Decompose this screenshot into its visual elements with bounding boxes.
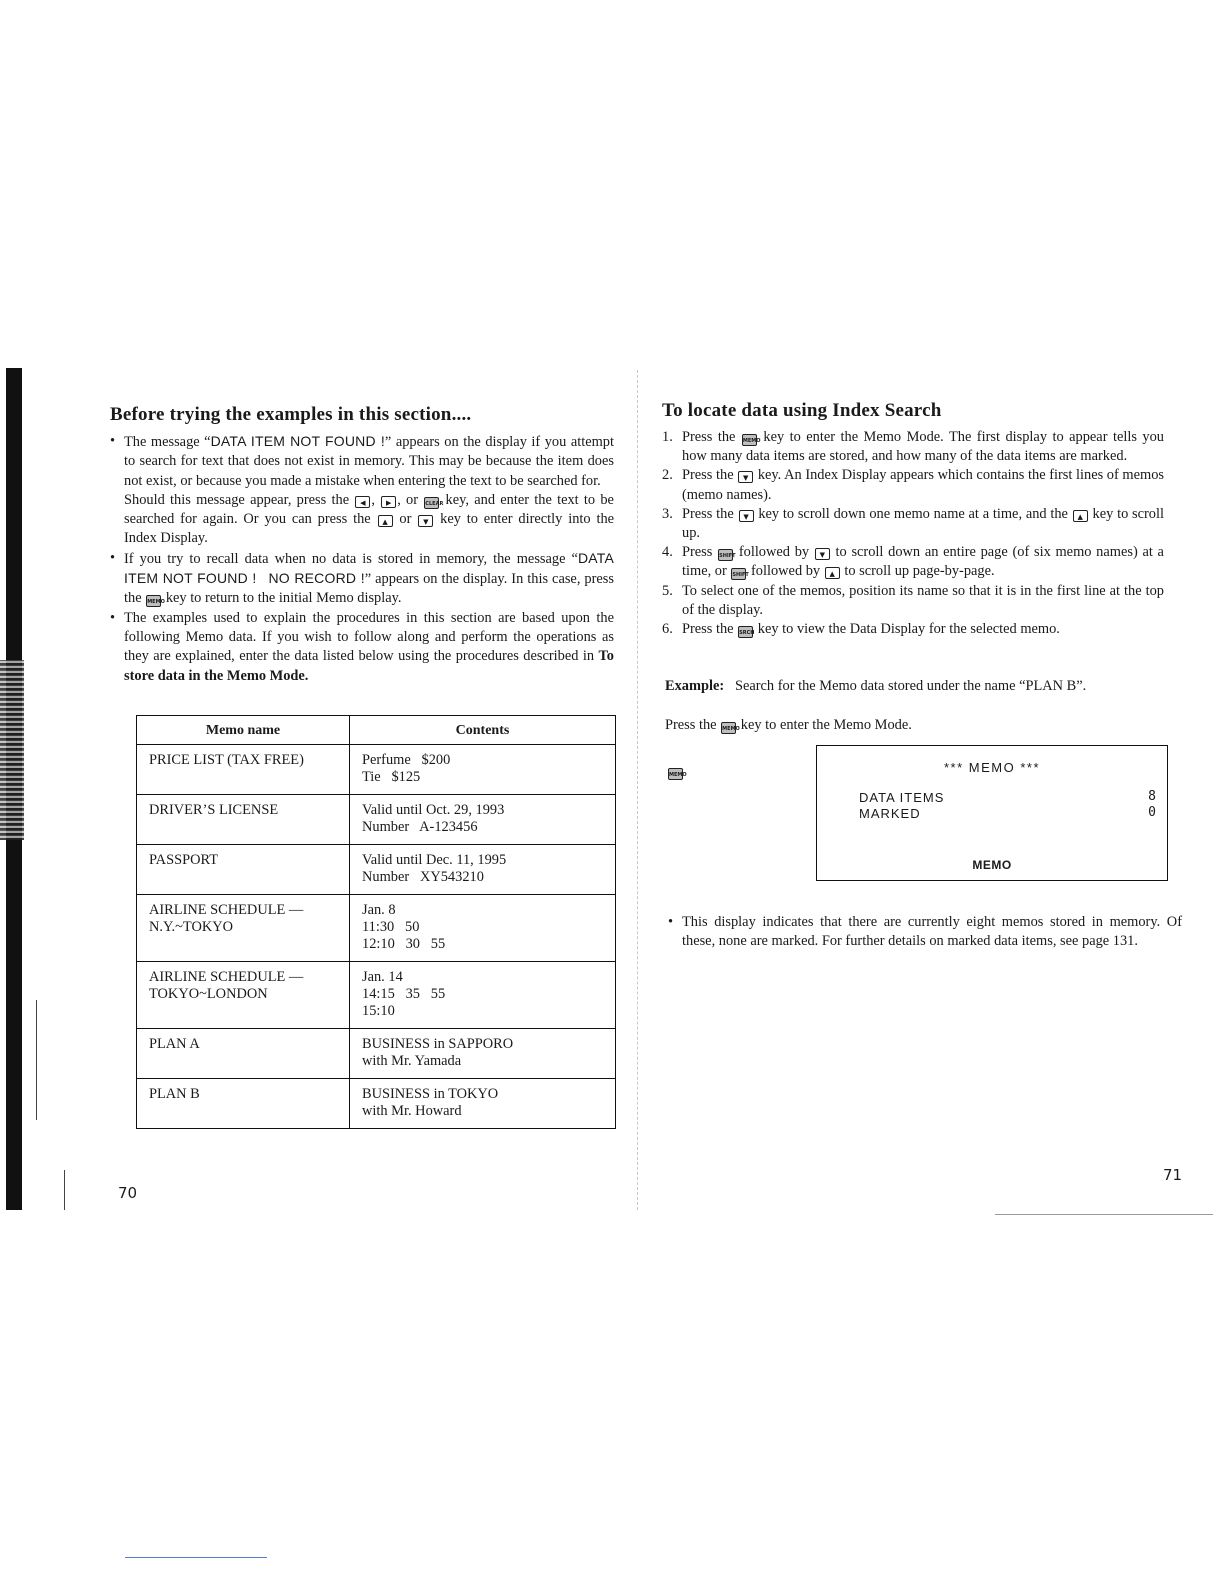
- memo-name-line: PASSPORT: [149, 852, 219, 868]
- contents-line: BUSINESS in TOKYO: [362, 1086, 499, 1102]
- contents-line: 15:10: [362, 1003, 395, 1019]
- bullet-examples: [110, 609, 614, 686]
- step-number: 4.: [662, 544, 673, 561]
- memo-data-table: [136, 715, 616, 1129]
- text: In this case, press the: [124, 571, 614, 607]
- memo-name-line: PLAN A: [149, 1036, 200, 1052]
- contents-cell: [350, 795, 616, 845]
- text: Press the: [665, 717, 717, 733]
- contents-line: Perfume $200: [362, 752, 451, 768]
- text: ” appears on the display if you attempt to search for text that does not exist in memory. This may be because the item does not exist, or because you made a mistake when entering the text to be searched for.: [124, 434, 614, 489]
- text: Press: [682, 544, 713, 561]
- step-number: 6.: [662, 621, 673, 638]
- up-arrow-key-icon: [825, 567, 840, 579]
- contents-line: Jan. 8: [362, 902, 396, 918]
- scan-edge-line: [36, 1000, 37, 1120]
- text: key to enter the Memo Mode. The first display to appear tells you how many data items are stored, and how many of the data items are marked.: [682, 429, 1164, 465]
- display-message: DATA ITEM NOT FOUND !: [210, 433, 385, 449]
- text: Should this message appear, press the: [124, 491, 350, 508]
- table-header-row: [137, 716, 616, 745]
- down-arrow-key-icon: [739, 510, 754, 522]
- contents-cell: [350, 1079, 616, 1129]
- lcd-title: *** MEMO ***: [943, 760, 1041, 775]
- list-item: [662, 466, 1164, 504]
- text: The message “: [124, 434, 211, 450]
- memo-name-cell: [137, 745, 350, 795]
- list-item: [662, 428, 1164, 466]
- memo-name-line: AIRLINE SCHEDULE —: [149, 969, 304, 985]
- contents-line: Number XY543210: [362, 869, 484, 885]
- memo-name-line: PLAN B: [149, 1086, 200, 1102]
- text: key to scroll up.: [682, 505, 1165, 542]
- scan-edge-noise: [0, 660, 24, 840]
- page-number-right: 71: [1163, 1166, 1183, 1184]
- text: Press the: [682, 429, 736, 445]
- table-row: [137, 795, 616, 845]
- contents-line: Number A-123456: [362, 819, 478, 835]
- text: key to enter the Memo Mode.: [740, 717, 912, 733]
- contents-line: with Mr. Yamada: [362, 1053, 462, 1069]
- memo-name-cell: [137, 845, 350, 895]
- text: key. An Index Display appears which contains the first lines of memos (memo names).: [682, 467, 1164, 503]
- column-header: Memo name: [137, 716, 350, 745]
- section-reference: To store data in the Memo Mode.: [124, 648, 614, 684]
- text: key to view the Data Display for the selected memo.: [757, 621, 1060, 638]
- lcd-data-items-label: DATA ITEMS: [859, 790, 945, 805]
- text: Press the: [682, 467, 734, 484]
- text: If you try to recall data when no data is stored in memory, the message “: [124, 550, 578, 567]
- text: key to return to the initial Memo display.: [165, 590, 402, 607]
- contents-cell: [350, 895, 616, 962]
- step-number: 5.: [662, 582, 673, 599]
- page-number-left: 70: [118, 1184, 138, 1202]
- lcd-marked-value: 0: [1148, 805, 1157, 820]
- step-number: 1.: [662, 429, 673, 445]
- lcd-marked-label: MARKED: [859, 806, 921, 821]
- contents-line: with Mr. Howard: [362, 1103, 462, 1119]
- text: ” appears on the display.: [364, 571, 508, 588]
- lcd-display: [816, 745, 1168, 881]
- contents-line: Valid until Oct. 29, 1993: [362, 802, 505, 818]
- memo-name-line: TOKYO~LONDON: [149, 986, 268, 1002]
- text: followed by: [738, 544, 810, 561]
- memo-key-icon: MEMO: [721, 722, 736, 734]
- memo-name-cell: [137, 962, 350, 1029]
- down-arrow-key-icon: [418, 515, 433, 527]
- down-arrow-key-icon: [738, 471, 753, 483]
- text: ,: [371, 491, 375, 508]
- text: The examples used to explain the procedures in this section are based upon the following Memo data. If you wish to follow along and perform the operations as they are explained, enter the data listed below using the procedures described in: [124, 609, 614, 665]
- lcd-data-items-value: 8: [1148, 789, 1157, 804]
- table-row: [137, 845, 616, 895]
- example-text: Search for the Memo data stored under the name “PLAN B”.: [734, 678, 1087, 694]
- bullet-not-found: [110, 432, 614, 549]
- lcd-mode-indicator: MEMO: [972, 858, 1012, 872]
- shift-key-icon: SHIFT: [718, 549, 733, 561]
- text: Press the: [682, 621, 734, 638]
- display-message: NO RECORD !: [268, 570, 365, 587]
- bullet-no-data: [110, 549, 614, 609]
- note-text: • This display indicates that there are currently eight memos stored in memory. Of these, none are marked. For further details on marked data items, see page 131.: [682, 914, 1182, 950]
- step-number: 3.: [662, 505, 673, 522]
- contents-line: 12:10 30 55: [362, 936, 446, 952]
- right-arrow-key-icon: [381, 496, 396, 508]
- table-row: [137, 962, 616, 1029]
- table-row: [137, 895, 616, 962]
- text: key to scroll down one memo name at a time, and the: [758, 505, 1068, 522]
- scan-edge-line: [64, 1170, 65, 1210]
- bottom-rule: [125, 1557, 267, 1558]
- step-number: 2.: [662, 467, 673, 484]
- steps-list: [662, 428, 1164, 639]
- contents-line: Jan. 14: [362, 969, 403, 985]
- text: To select one of the memos, position its name so that it is in the first line at the top of the display.: [682, 582, 1164, 618]
- memo-key-icon: MEMO: [668, 768, 683, 780]
- contents-cell: [350, 1029, 616, 1079]
- text: followed by: [750, 563, 821, 580]
- text: key to enter directly into the Index Display.: [124, 511, 615, 547]
- memo-name-line: N.Y.~TOKYO: [149, 919, 234, 935]
- memo-key-icon: MEMO: [742, 434, 757, 446]
- text: to scroll up page-by-page.: [844, 563, 995, 580]
- example-line: [665, 678, 1086, 695]
- bottom-rule: [995, 1214, 1213, 1215]
- memo-key-icon: MEMO: [146, 595, 161, 607]
- memo-name-cell: [137, 1079, 350, 1129]
- column-header: Contents: [350, 716, 616, 745]
- table-body: [137, 745, 616, 1129]
- memo-name-cell: [137, 795, 350, 845]
- list-item: [662, 582, 1164, 620]
- memo-name-cell: [137, 1029, 350, 1079]
- text: , or: [397, 491, 419, 508]
- display-note: [668, 913, 1182, 952]
- list-item: [662, 620, 1164, 639]
- press-memo-line: [665, 717, 912, 734]
- list-item: [662, 505, 1164, 543]
- search-key-icon: SRCH: [738, 626, 753, 638]
- table-row: [137, 745, 616, 795]
- contents-line: Valid until Dec. 11, 1995: [362, 852, 507, 868]
- text: key, and enter the text to be searched for again. Or you can press the: [124, 491, 614, 528]
- example-label: Example:: [665, 678, 725, 694]
- text: Press the: [682, 505, 734, 522]
- text: or: [399, 511, 412, 528]
- up-arrow-key-icon: [378, 515, 393, 527]
- up-arrow-key-icon: [1073, 510, 1088, 522]
- clear-key-icon: CLEAR: [424, 497, 439, 509]
- contents-line: 14:15 35 55: [362, 986, 446, 1002]
- list-item: [662, 543, 1164, 581]
- left-body: [110, 432, 614, 686]
- left-heading: Before trying the examples in this section....: [110, 404, 472, 425]
- memo-name-cell: [137, 895, 350, 962]
- table-row: [137, 1029, 616, 1079]
- right-heading: To locate data using Index Search: [662, 400, 942, 421]
- text: to scroll down an entire page (of six memo names) at a time, or: [682, 544, 1164, 580]
- memo-name-line: AIRLINE SCHEDULE —: [149, 902, 304, 918]
- page-gutter: [637, 370, 638, 1210]
- left-arrow-key-icon: [355, 496, 370, 508]
- contents-cell: [350, 962, 616, 1029]
- memo-name-line: DRIVER’S LICENSE: [149, 802, 279, 818]
- contents-cell: [350, 845, 616, 895]
- contents-line: 11:30 50: [362, 919, 420, 935]
- memo-name-line: PRICE LIST (TAX FREE): [149, 752, 304, 768]
- table-row: [137, 1079, 616, 1129]
- display-message: DATA ITEM NOT FOUND !: [124, 549, 614, 587]
- contents-line: BUSINESS in SAPPORO: [362, 1036, 514, 1052]
- down-arrow-key-icon: [815, 548, 830, 560]
- contents-line: Tie $125: [362, 769, 421, 785]
- contents-cell: [350, 745, 616, 795]
- shift-key-icon: SHIFT: [731, 568, 746, 580]
